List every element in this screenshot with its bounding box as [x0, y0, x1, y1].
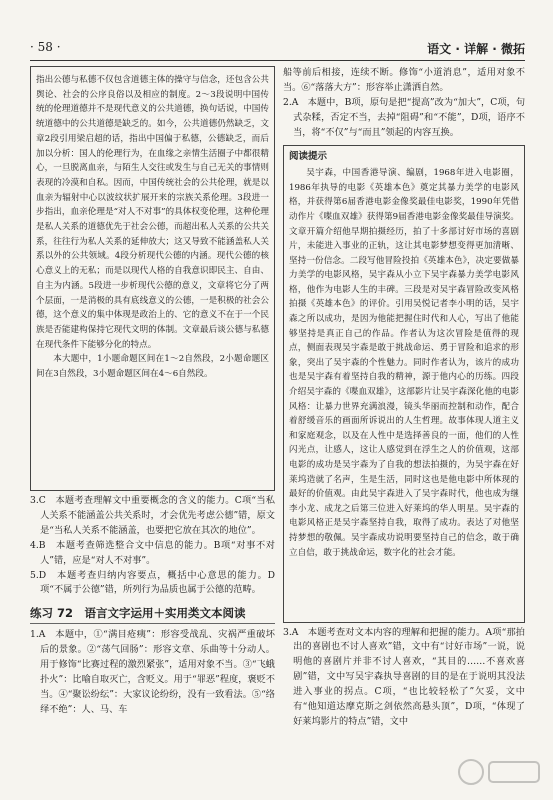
- page-number: · 58 ·: [30, 40, 61, 54]
- answer-5: 5.D 本题考查归纳内容要点，概括中心意思的能力。D项“不属于公德”错，所列行为品质也属于公德的范畴。: [30, 569, 275, 596]
- page-header: [30, 38, 525, 60]
- left-column: [30, 66, 275, 718]
- practice-answer-1: 1.A 本题中，①“满目疮痍”：形容受战乱、灾祸严重破坏后的景象。②“荡气回肠”：形容文章、乐曲等十分动人。用于修饰“比赛过程的激烈紧张”，适用对象不当。③“飞蛾扑火”：比喻自取灭亡，含贬义。用于“罪恶”程度，褒贬不当。④“聚讼纷纭”：大家议论纷纷，没有一致看法。⑤“络绎不绝”：人、马、车: [30, 629, 275, 715]
- book-title: 语文 · 详解 · 微拓: [427, 42, 525, 56]
- reading-tip-text: 吴宇森，中国香港导演、编剧，1968年进入电影圈，1986年执导的电影《英雄本色》奠定其暴力美学的电影风格，并获得第6届香港电影金像奖最佳电影奖，1990年凭借动作片《喋血双雄》获得第9届香港电影金像奖最佳导演奖。文章开篇介绍他早期拍摄经历，拍了十多部讨好市场的喜剧片，未能进入事业的正轨，这让其电影梦想变得更加清晰、坚持一份信念。二段写他冒险投拍《英雄本色》，决定要做暴力美学的电影风格，吴宇森从小立下吴宇森暴力美学电影风格，他作为电影人生的丰碑。三段是对吴宇森冒险改变风格拍摄《英雄本色》的评价。引用吴悦记者李小明的话，吴宇森之所以成功，是因为他能把握住时代和人心，写出了他能够坚持是真正自己的作品。作者认为这次冒险是值得的现点，侧面表现吴宇森是敢于挑战命运、勇于冒险和追求的形象，突出了吴宇森的个性魅力。同时作者认为，该片的成功也是吴宇森有着坚持自我的精神，源于他内心的历练。四段介绍吴宇森的《喋血双雄》，这部影片让吴宇森深化他的电影风格：让暴力世界充满浪漫，镜头华丽而控制和动作，配合着舒缓音乐的画面所诉说出的人生哲理。故事体现人道主义和家庭观念，以及在人性中是选择善良的一面，他们的人性闪光点，让感人，这让人感觉到在浮生之人的价值观，这部电影的成功是吴宇森为了自我的想法拍摄的，为吴宇森在好莱坞造就了名声，生是生活，同时这也是他电影中所体现的最好的价值观。由此吴宇森进入了吴宇森时代，他也成为继李小龙、成龙之后第三位进入好莱坞的华人明星。吴宇森的电影风格正是吴宇森坚持自我，取得了成功。表达了对他坚持梦想的敬佩。吴宇森成功说明要坚持自己的信念，敢于确立自信，敢于挑战命运，数字化的社会才能。: [289, 168, 519, 558]
- answer-3: 3.C 本题考查理解文中重要概念的含义的能力。C项“当私人关系不能涵盖公共关系时，才会优先考虑公德”错，原文是“当私人关系不能涵盖，也要把它放在其次的地位”。: [30, 495, 275, 536]
- right-answers-bottom: [283, 626, 525, 730]
- practice-title: 练习 72 语言文字运用＋实用类文本阅读: [30, 605, 275, 624]
- watermark-logo: [457, 752, 547, 792]
- practice-answer-3: 3.A 本题考查对文本内容的理解和把握的能力。A项“那拍出的喜剧也不讨人喜欢”错，文中有“讨好市场”一说，说明他的喜剧片并非不讨人喜欢，“其目的……不喜欢喜剧”错，文中写吴宇森执导喜剧的目的是在于说明其没法进入事业的拐点。C项，“也比较轻松了”欠妥，文中有“他知道达摩克斯之剑依然高悬头顶”，D项，“体现了好莱坞影片的特点”错，文中: [283, 626, 525, 727]
- analysis-box: [30, 66, 275, 491]
- practice-answers: [30, 628, 275, 717]
- practice-answer-2: 2.A 本题中，B项，原句是把“提高”改为“加大”，C项，句式杂糅，否定不当，去掉“阻碍”和“不能”，D项，语序不当，将“不仅”与“而且”领起的内容互换。: [283, 96, 525, 138]
- answer-1-continued: 船等前后相接，连续不断。修饰“小道消息”，适用对象不当。⑥“落落大方”：形容举止潇洒自然。: [283, 67, 525, 93]
- header-divider: [30, 60, 525, 61]
- right-column: [283, 66, 525, 730]
- analysis-paragraph: 指出公德与私德不仅包含道德主体的操守与信念，还包含公共舆论、社会的公序良俗以及相应的制度。2～3段说明中国传统的伦理道德并不是现代意义的公共道德，换句话说，中国传统道德中的公共道德是缺乏的。如今，公共道德仍然缺乏，文章2段引用梁启超的话，指出中国偏于私德，公德缺乏，而后加以分析：国人的伦理行为，在血缘之亲情生活圈子中都很精心，一旦脱离血亲，与陌生人交往或发生与自己无关的事情则表现的冷漠和自私。因而，中国传统社会的公共伦理，就是以血亲为辐射中心以波纹状扩展开来的宗族关系伦理。3段进一步指出，血亲伦理是“对人不对事”的具体权变伦理，这种伦理是私人关系的道德优先于社会公德，而超出私人关系的公共关系，往往行为私人关系的延伸放大；这又导致不能涵盖私人关系以外的公共领域。4段分析现代公德的内涵。现代公德的核心意义上的无私；而是以现代人格的自我意识即民主、自由、自主为内涵。5段进一步析现代公德的意义，文章将它分了两个层面，一是消极的具有底线意义的公德，一是积极的社会公德，这个意义的集中体现是政治上的、它的意义不在于一个民族是否能建构保持它现代文明的体制。文章最后谈公德与私德在现代条件下能够分化的特点。: [36, 75, 269, 350]
- reading-tip-box: [283, 145, 525, 623]
- answer-list: [30, 494, 275, 598]
- reading-tip-title: 阅读提示: [289, 150, 328, 162]
- analysis-paragraph-range: 本大题中，1小题命题区间在1～2自然段，2小题命题区间在3自然段，3小题命题区间在4～6自然段。: [36, 354, 269, 380]
- answer-4: 4.B 本题考查筛选整合文中信息的能力。B项“对事不对人”错，应是“对人不对事”。: [30, 539, 275, 566]
- right-answers-top: [283, 66, 525, 141]
